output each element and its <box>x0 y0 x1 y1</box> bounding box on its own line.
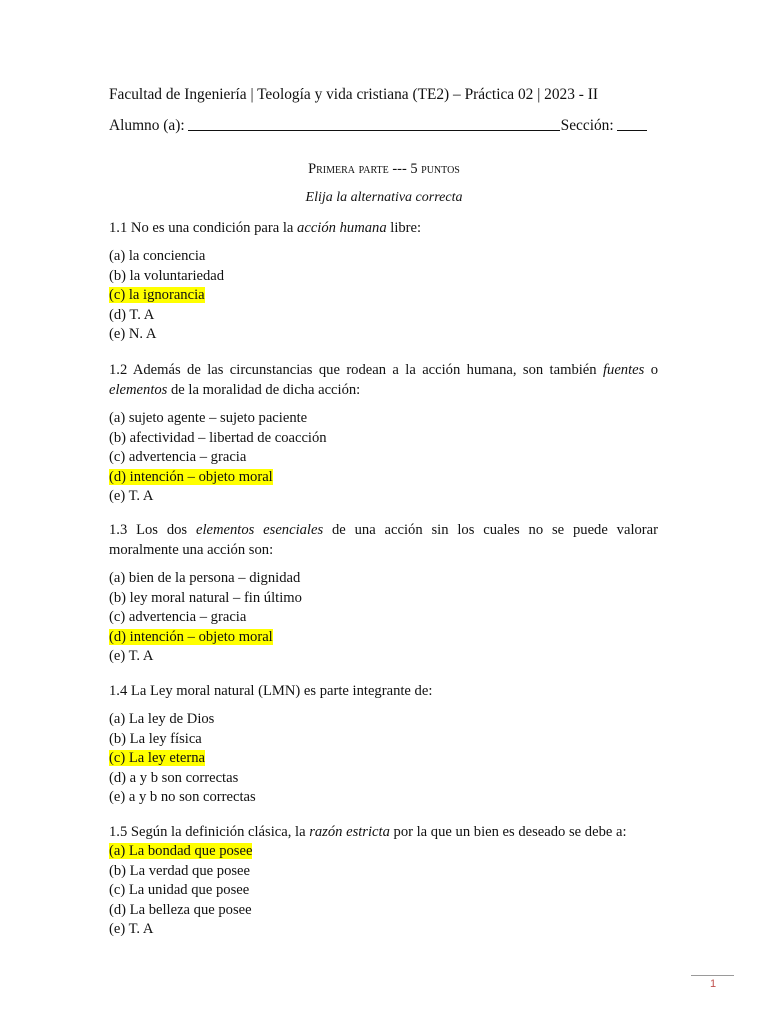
option: (a) la conciencia <box>109 248 206 264</box>
option-highlighted: (d) intención – objeto moral <box>109 468 273 485</box>
footer-rule <box>691 975 734 976</box>
question-text: 1.5 Según la definición clásica, la razón estricta por la que un bien es deseado se debe a: <box>109 824 627 840</box>
question-text: 1.4 La Ley moral natural (LMN) es parte integrante de: <box>109 683 433 699</box>
part-title: Primera parte --- 5 puntos <box>308 161 460 177</box>
option: (b) afectividad – libertad de coacción <box>109 429 327 446</box>
instruction: Elija la alternativa correcta <box>305 190 463 205</box>
option: (b) ley moral natural – fin último <box>109 589 302 606</box>
option: (d) La belleza que posee <box>109 901 252 918</box>
question <box>109 520 658 667</box>
question <box>109 681 658 808</box>
option: (c) advertencia – gracia <box>109 449 247 465</box>
section-label: Sección: <box>560 117 614 134</box>
option: (b) La verdad que posee <box>109 862 251 879</box>
student-name-blank[interactable] <box>188 117 560 131</box>
question <box>109 822 658 940</box>
document-header: Facultad de Ingeniería | Teología y vida cristiana (TE2) – Práctica 02 | 2023 - II <box>109 86 599 103</box>
question <box>109 360 658 507</box>
option: (a) sujeto agente – sujeto paciente <box>109 410 308 426</box>
option: (d) T. A <box>109 306 155 323</box>
option: (d) a y b son correctas <box>109 769 239 786</box>
option-highlighted: (c) la ignorancia <box>109 287 205 303</box>
student-label: Alumno (a): <box>109 117 185 134</box>
question-text: 1.1 No es una condición para la acción humana libre: <box>109 220 422 236</box>
option: (c) advertencia – gracia <box>109 609 247 625</box>
option: (a) La ley de Dios <box>109 711 215 727</box>
option: (e) T. A <box>109 488 154 504</box>
question-text: 1.2 Además de las circunstancias que rodean a la acción humana, son también fuentes o elementos de la moralidad de dicha acción: <box>109 362 658 398</box>
student-line <box>109 117 659 135</box>
option-highlighted: (a) La bondad que posee <box>109 843 253 859</box>
option: (e) T. A <box>109 921 154 937</box>
question <box>109 218 658 345</box>
option: (e) N. A <box>109 326 157 342</box>
option: (e) T. A <box>109 648 154 664</box>
section-blank[interactable] <box>617 117 647 131</box>
option: (b) la voluntariedad <box>109 267 225 284</box>
option-highlighted: (c) La ley eterna <box>109 750 206 766</box>
option: (b) La ley física <box>109 730 202 747</box>
question-text: 1.3 Los dos elementos esenciales de una acción sin los cuales no se puede valorar moralmente una acción son: <box>109 522 659 558</box>
option-highlighted: (d) intención – objeto moral <box>109 628 273 645</box>
option: (e) a y b no son correctas <box>109 789 256 805</box>
page-number: 1 <box>709 978 717 990</box>
option: (c) La unidad que posee <box>109 882 250 898</box>
option: (a) bien de la persona – dignidad <box>109 570 301 586</box>
